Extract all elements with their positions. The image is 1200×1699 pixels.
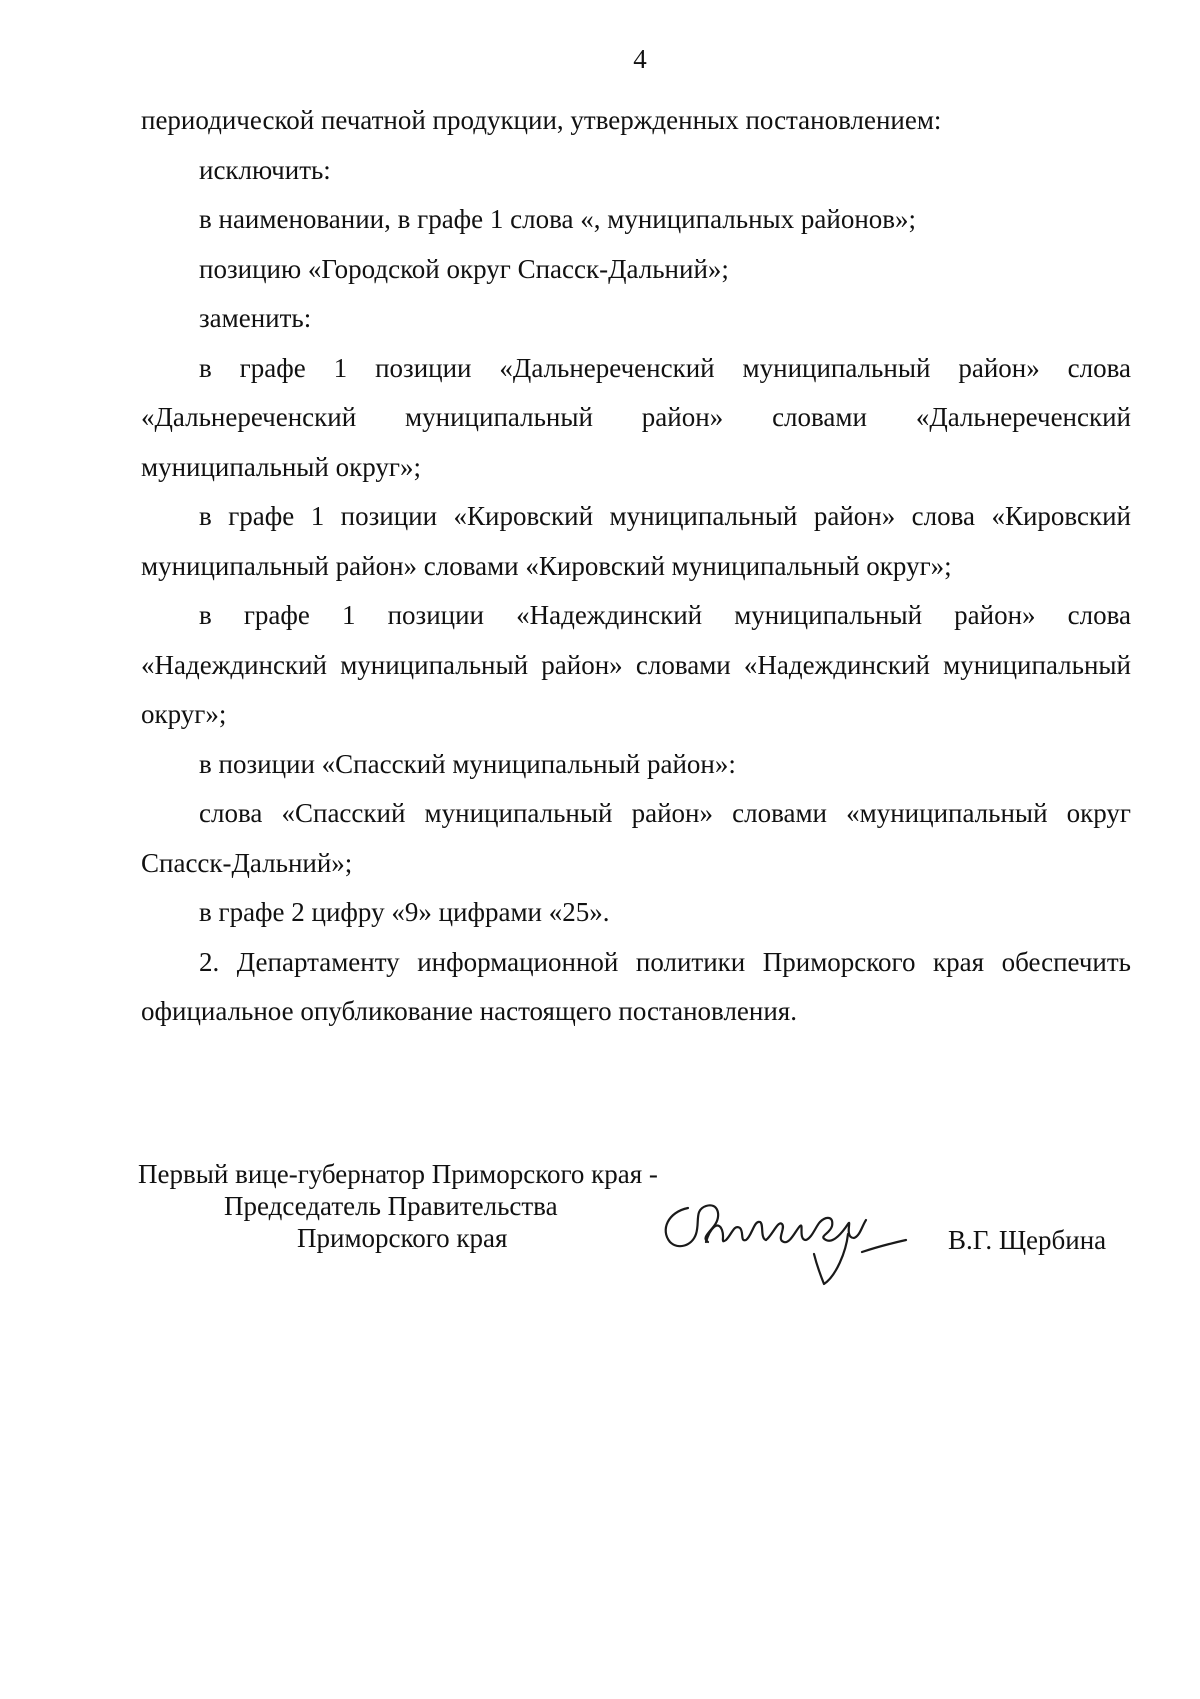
signatory-title-line-3: Приморского края [297, 1223, 508, 1253]
paragraph-spassky-words: слова «Спасский муниципальный район» словами «муниципальный округ Спасск-Дальний»; [141, 798, 1131, 878]
paragraph-spassky-position: в позиции «Спасский муниципальный район»: [199, 748, 736, 779]
paragraph-exclude-position: позицию «Городской округ Спасск-Дальний»; [199, 253, 729, 284]
paragraph-exclude-name: в наименовании, в графе 1 слова «, муниципальных районов»; [199, 204, 917, 234]
paragraph-replace-kirovsky: в графе 1 позиции «Кировский муниципальный район» слова «Кировский муниципальный район» словами «Кировский муниципальный округ»; [141, 501, 1131, 581]
paragraph-column-2: в графе 2 цифру «9» цифрами «25». [199, 897, 610, 927]
signatory-name: В.Г. Щербина [948, 1225, 1107, 1255]
handwritten-signature [648, 1190, 948, 1310]
paragraph-item-2: 2. Департаменту информационной политики Приморского края обеспечить официальное опубликование настоящего постановления. [141, 946, 1131, 1026]
paragraph-continuation: периодической печатной продукции, утвержденных постановлением: [141, 105, 942, 135]
paragraph-replace-dalnerechensky: в графе 1 позиции «Дальнереченский муниципальный район» слова «Дальнереченский муниципальный район» словами «Дальнереченский муниципальный округ»; [141, 352, 1131, 482]
paragraph-exclude-heading: исключить: [199, 154, 331, 185]
signatory-title-line-2: Председатель Правительства [224, 1191, 558, 1221]
document-body [141, 96, 1131, 1037]
page-number: 4 [633, 44, 647, 74]
signatory-title-line-1: Первый вице-губернатор Приморского края - [138, 1159, 658, 1189]
paragraph-replace-heading: заменить: [199, 303, 312, 333]
paragraph-replace-nadezhdinsky: в графе 1 позиции «Надеждинский муниципальный район» слова «Надеждинский муниципальный район» словами «Надеждинский муниципальный округ»; [141, 600, 1131, 729]
